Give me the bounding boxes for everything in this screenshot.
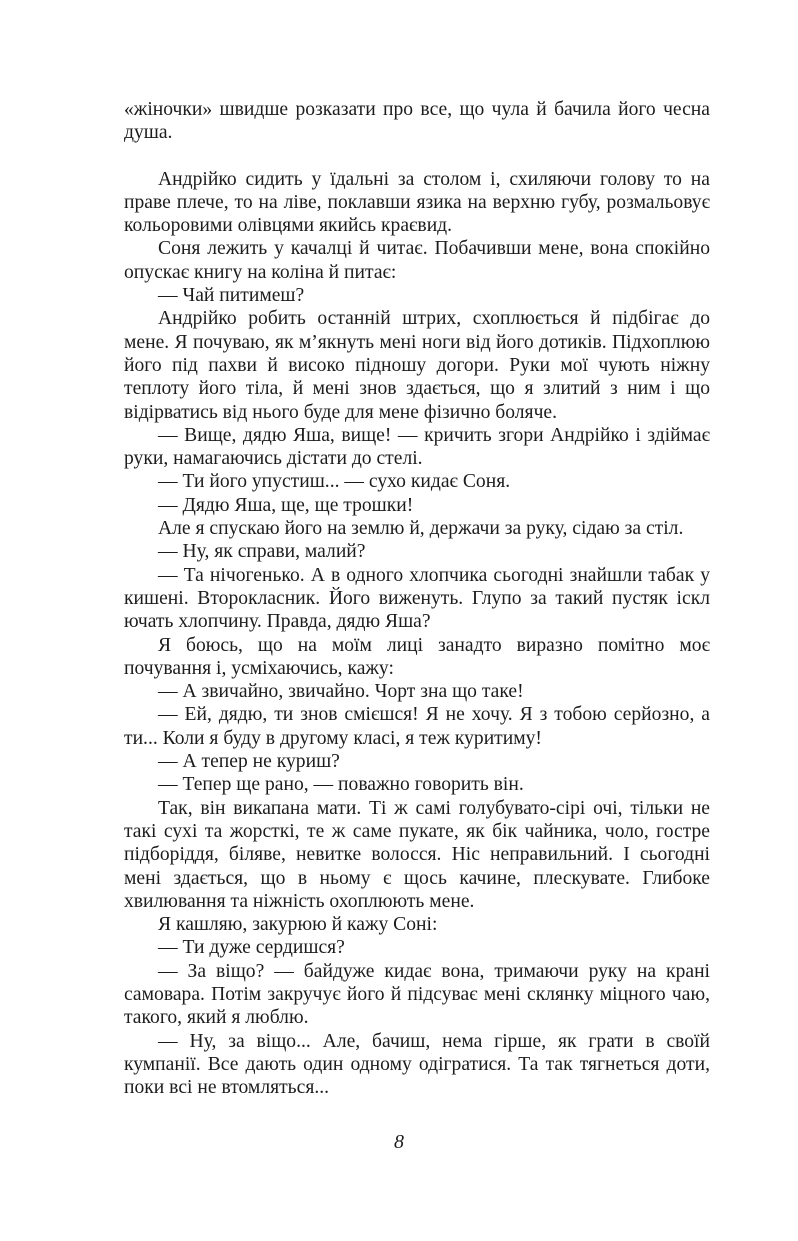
paragraph: Я кашляю, закурюю й кажу Соні: (158, 914, 438, 936)
dialogue-line: — А тепер не куриш? (158, 751, 340, 773)
dialogue-line: — Ти його упустиш... — сухо кидає Соня. (158, 471, 511, 493)
dialogue-line: — Ну, як справи, малий? (158, 541, 366, 563)
dialogue-line: — А звичайно, звичайно. Чорт зна що таке! (158, 681, 524, 703)
paragraph: Соня лежить у качалці й читає. Побачивши мене, вона спокійно опускає книгу на коліна й питає: (124, 238, 710, 283)
paragraph-continuation: «жіночки» швидше розказати про все, що чула й бачила його чесна душа. (124, 99, 710, 144)
dialogue-line: — Тепер ще рано, — поважно говорить він. (158, 774, 524, 796)
dialogue-line: — Ну, за віщо... Але, бачиш, нема гірше, як грати в своїй кумпанії. Все дають один одному одігратися. Та так тягнеться доти, поки всі не втомляться... (124, 1030, 710, 1099)
page-number: 8 (394, 1131, 404, 1153)
dialogue-line: — Дядю Яша, ще, ще трошки! (158, 494, 414, 516)
dialogue-line: — Та нічогенько. А в одного хлопчика сьогодні знайшли табак у кишені. Второкласник. Його виженуть. Глупо за такий пустяк іскл ючать хлопчину. Правда, дядю Яша? (124, 564, 710, 633)
paragraph: Андрійко сидить у їдальні за столом і, схиляючи голову то на праве плече, то на ліве, поклавши язика на верхню губу, розмальовує кольоровими олівцями якийсь краєвид. (124, 168, 710, 237)
dialogue-line: — Ти дуже сердишся? (158, 937, 345, 959)
dialogue-line: — Ей, дядю, ти знов смієшся! Я не хочу. Я з тобою серйозно, а ти... Коли я буду в другому класі, я теж куритиму! (124, 704, 710, 749)
dialogue-line: — Чай питимеш? (158, 285, 305, 307)
paragraph: Андрійко робить останній штрих, схоплюється й підбігає до мене. Я почуваю, як м’якнуть мені ноги від його дотиків. Підхоплюю його під пахви й високо підношу догори. Руки мої чують ніжну теплоту його тіла, й мені знов здається, що я злитий з ним і що відірватись від нього буде для мене фізично боляче. (124, 308, 710, 423)
dialogue-line: — Вище, дядю Яша, вище! — кричить згори Андрійко і здіймає руки, намагаючись дістати до стелі. (124, 424, 710, 470)
page-text (124, 98, 710, 1099)
paragraph: Так, він викапана мати. Ті ж самі голубувато-сірі очі, тільки не такі сухі та жорсткі, те ж саме пукате, як бік чайника, чоло, гостре підборіддя, біляве, невитке волосся. Ніс неправильний. І сьогодні мені здається, що в ньому є щось качине, плескувате. Глибоке хвилювання та ніжність охоплюють мене. (124, 797, 710, 912)
dialogue-line: — За віщо? — байдуже кидає вона, тримаючи руку на крані самовара. Потім закручує його й підсуває мені склянку міцного чаю, такого, який я люблю. (124, 960, 710, 1029)
paragraph: Але я спускаю його на землю й, держачи за руку, сідаю за стіл. (158, 518, 684, 540)
paragraph: Я боюсь, що на моїм лиці занадто виразно помітно моє почування і, усміхаючись, кажу: (124, 634, 710, 679)
